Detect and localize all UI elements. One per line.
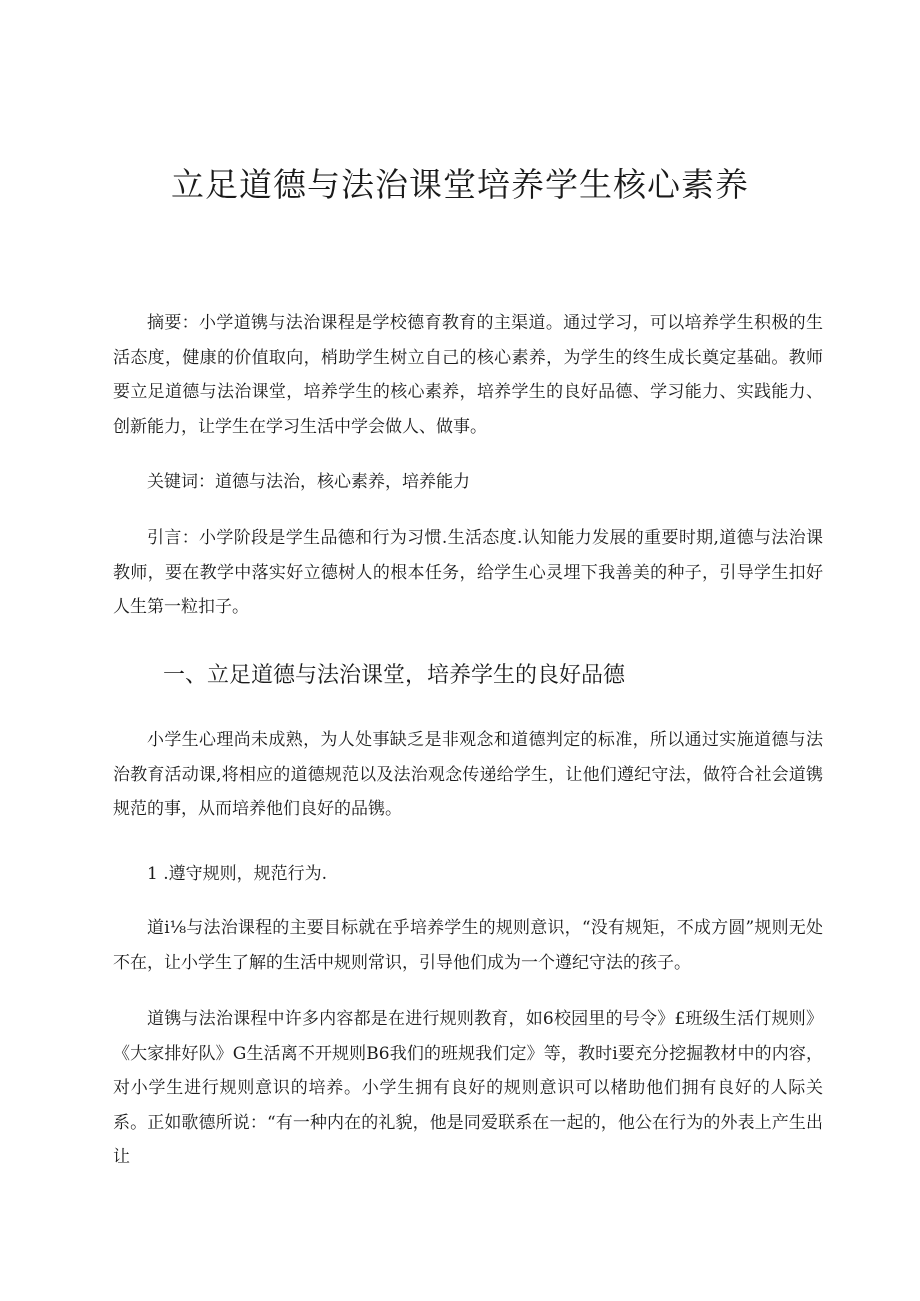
section-paragraph: 小学生心理尚未成熟，为人处事缺乏是非观念和道德判定的标准，所以通过实施道德与法治教育活动课,将相应的道德规范以及法治观念传递给学生，让他们遵纪守法，做符合社会道镌规范的事，从而培养他们良好的品镌。 bbox=[113, 730, 823, 819]
body-paragraph: 道镌与法治课程中许多内容都是在进行规则教育，如6校园里的号令》£班级生活仃规则》《大家排好队》G生活离不开规则B6我们的班规我们定》等，教时i要充分挖掘教材中的内容，对小学生进行规则意识的培养。小学生拥有良好的规则意识可以楮助他们拥有良好的人际关系。正如歌德所说：“有一种内在的礼貌，他是同爱联系在一起的，他公在行为的外表上产生出让 bbox=[113, 1009, 823, 1167]
intro-paragraph: 引言：小学阶段是学生品德和行为习惯.生活态度.认知能力发展的重要时期,道德与法治课教师，要在教学中落实好立德树人的根本任务，给学生心灵埋下我善美的种子，引导学生扣好人生第一粒扣子。 bbox=[113, 528, 823, 617]
subsection-heading: 1 .遵守规则，规范行为. bbox=[147, 864, 328, 884]
section-heading: 一、立足道德与法治课堂，培养学生的良好品德 bbox=[163, 663, 626, 688]
body-paragraph: 道i⅛与法治课程的主要目标就在乎培养学生的规则意识，“没有规矩，不成方圆”规则无处不在，让小学生了解的生活中规则常识，引导他们成为一个遵纪守法的孩子。 bbox=[113, 918, 823, 973]
page-title: 立足道德与法治课堂培养学生核心素养 bbox=[171, 165, 749, 204]
keywords-paragraph: 关键词：道德与法治，核心素养，培养能力 bbox=[147, 472, 470, 492]
abstract-paragraph: 摘要：小学道镌与法治课程是学校德育教育的主渠道。通过学习，可以培养学生积极的生活态度，健康的价值取向，梢助学生树立自己的核心素养，为学生的终生成长奠定基础。教师要立足道德与法治课堂，培养学生的核心素养，培养学生的良好品德、学习能力、实践能力、创新能力，让学生在学习生活中学会做人、做事。 bbox=[113, 313, 823, 437]
